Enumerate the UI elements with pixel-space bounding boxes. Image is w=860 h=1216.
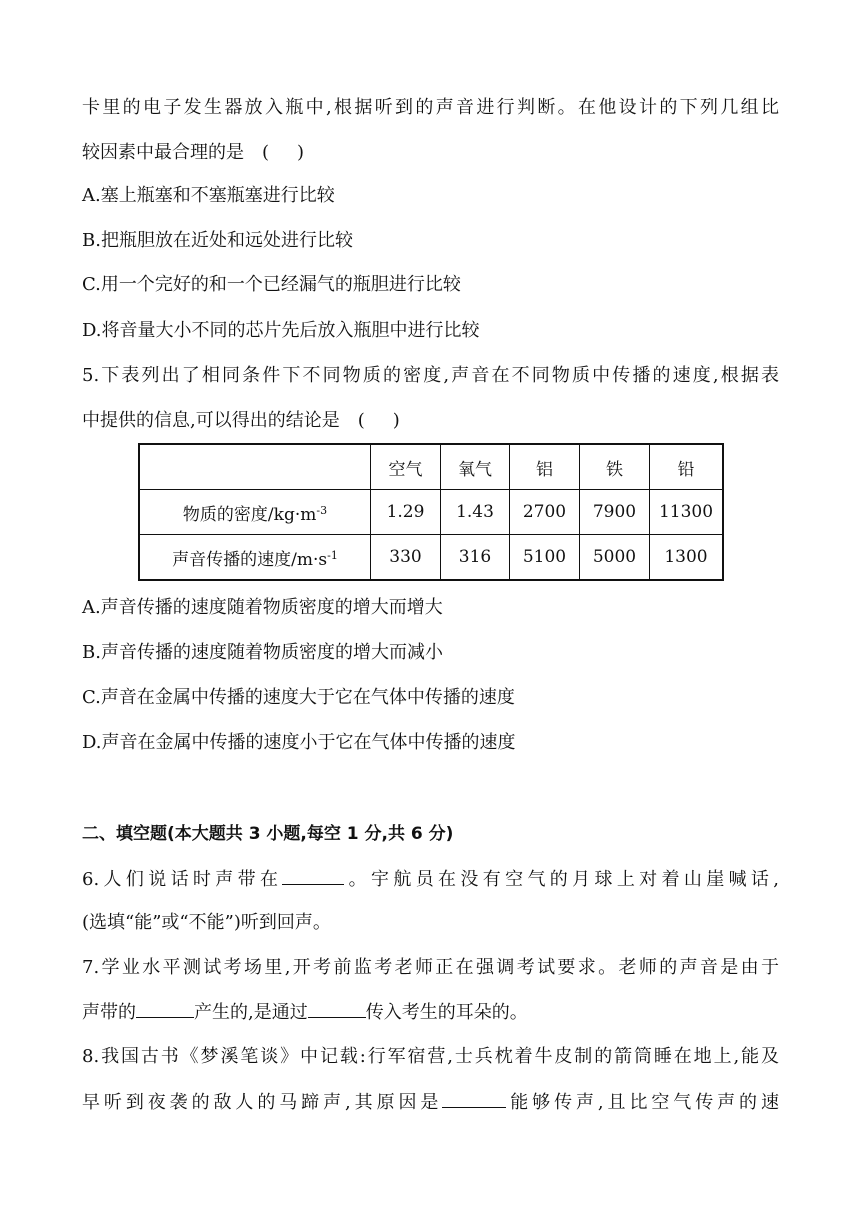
table-cell: 5100 <box>510 535 580 581</box>
table-cell: 2700 <box>510 490 580 535</box>
table-header-cell: 铁 <box>580 444 650 490</box>
table-cell: 1300 <box>650 535 724 581</box>
table-header-cell: 铝 <box>510 444 580 490</box>
q4-stem-text: 较因素中最合理的是 <box>82 142 244 163</box>
table-row <box>139 490 723 535</box>
table-cell: 1.29 <box>371 490 441 535</box>
q5-option-a: A.声音传播的速度随着物质密度的增大而增大 <box>82 597 443 618</box>
q7-line1: 7.学业水平测试考场里,开考前监考老师正在强调考试要求。老师的声音是由于 <box>82 957 779 978</box>
answer-paren: ( ) <box>357 410 400 431</box>
table-header-cell: 空气 <box>371 444 441 490</box>
table-header-row <box>139 444 723 490</box>
q5-stem-line2 <box>82 408 400 434</box>
table-cell: 5000 <box>580 535 650 581</box>
q5-stem-line1: 5.下表列出了相同条件下不同物质的密度,声音在不同物质中传播的速度,根据表 <box>82 365 779 386</box>
q5-option-b: B.声音传播的速度随着物质密度的增大而减小 <box>82 642 443 663</box>
q4-option-d: D.将音量大小不同的芯片先后放入瓶胆中进行比较 <box>82 320 480 341</box>
answer-blank[interactable] <box>308 999 366 1018</box>
q7-line2: 声带的 产生的,是通过 传入考生的耳朵的。 <box>82 999 528 1026</box>
section-heading: 二、填空题(本大题共 3 小题,每空 1 分,共 6 分) <box>82 824 454 844</box>
q4-stem-line2 <box>82 140 304 166</box>
q8-line2: 早听到夜袭的敌人的马蹄声,其原因是 能够传声,且比空气传声的速 <box>82 1089 779 1116</box>
answer-blank[interactable] <box>442 1089 506 1108</box>
table-cell: 316 <box>441 535 510 581</box>
q8-line1: 8.我国古书《梦溪笔谈》中记载:行军宿营,士兵枕着牛皮制的箭筒睡在地上,能及 <box>82 1046 779 1067</box>
q6-line2: (选填“能”或“不能”)听到回声。 <box>82 912 331 933</box>
answer-paren: ( ) <box>262 142 305 163</box>
answer-blank[interactable] <box>136 999 194 1018</box>
table-row-label: 物质的密度$/kg\cdot m^{-3}$ <box>139 490 371 535</box>
table-row <box>139 535 723 581</box>
density-speed-table <box>138 443 724 581</box>
table-header-cell: 铅 <box>650 444 724 490</box>
table-cell: 7900 <box>580 490 650 535</box>
answer-blank[interactable] <box>282 866 344 885</box>
q4-stem-line1: 卡里的电子发生器放入瓶中,根据听到的声音进行判断。在他设计的下列几组比 <box>82 97 779 118</box>
table-cell: 330 <box>371 535 441 581</box>
q4-option-b: B.把瓶胆放在近处和远处进行比较 <box>82 230 353 251</box>
q6-line1: 6.人们说话时声带在 。宇航员在没有空气的月球上对着山崖喊话, <box>82 866 779 893</box>
q5-stem-text: 中提供的信息,可以得出的结论是 <box>82 410 340 431</box>
q5-option-d: D.声音在金属中传播的速度小于它在气体中传播的速度 <box>82 732 516 753</box>
table-corner-cell <box>139 444 371 490</box>
q5-option-c: C.声音在金属中传播的速度大于它在气体中传播的速度 <box>82 687 515 708</box>
table-cell: 1.43 <box>441 490 510 535</box>
table-row-label: 声音传播的速度$/m\cdot s^{-1}$ <box>139 535 371 581</box>
q4-option-a: A.塞上瓶塞和不塞瓶塞进行比较 <box>82 185 335 206</box>
table-header-cell: 氧气 <box>441 444 510 490</box>
table-cell: 11300 <box>650 490 724 535</box>
q4-option-c: C.用一个完好的和一个已经漏气的瓶胆进行比较 <box>82 274 461 295</box>
